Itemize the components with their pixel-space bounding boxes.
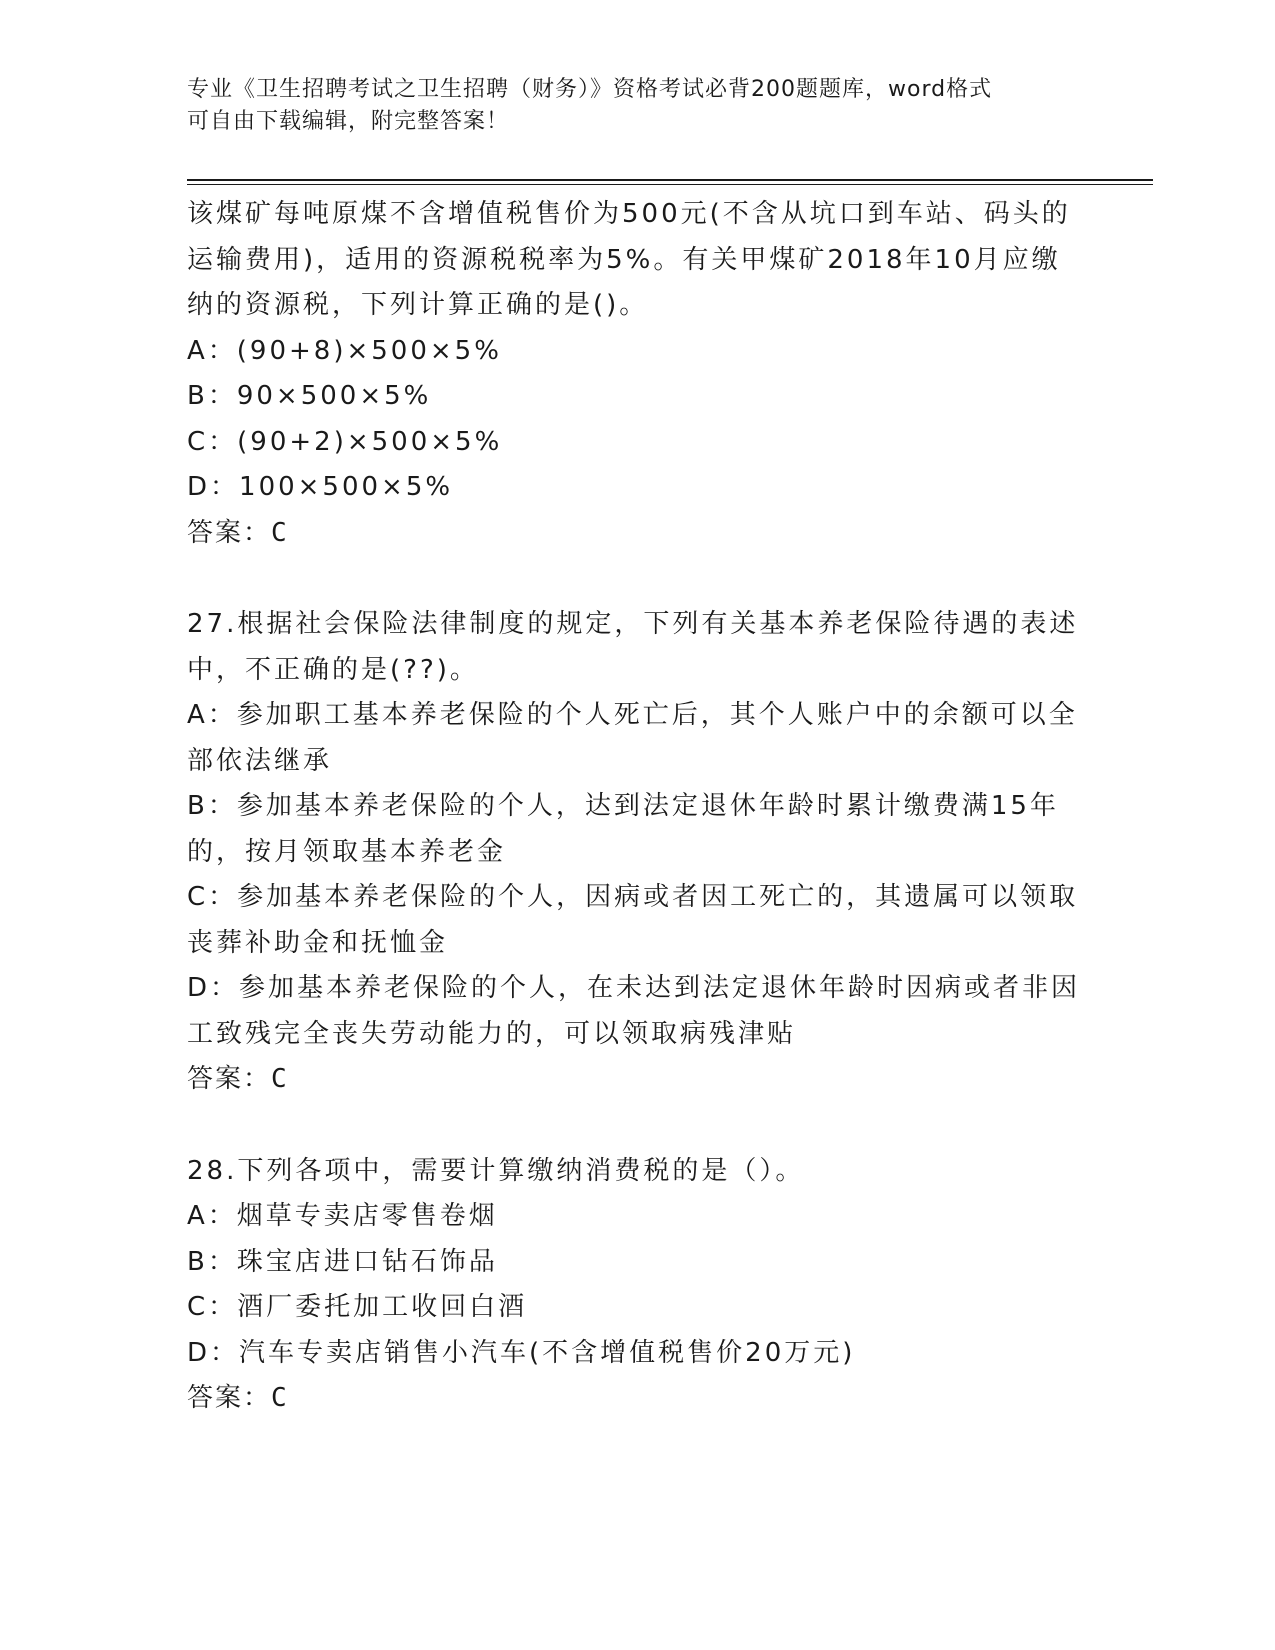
- option-b: B：珠宝店进口钻石饰品: [187, 1246, 498, 1277]
- question-28: [187, 1149, 1087, 1422]
- option-d: D：参加基本养老保险的个人，在未达到法定退休年龄时因病或者非因: [187, 973, 1081, 1003]
- answer-label: 答案：C: [187, 1064, 289, 1094]
- question-stem-line: 中，不正确的是(??)。: [187, 654, 479, 685]
- option-c: C：酒厂委托加工收回白酒: [187, 1292, 528, 1322]
- answer-label: 答案：C: [187, 1383, 289, 1413]
- document-header: [187, 74, 1087, 138]
- option-a: A：烟草专卖店零售卷烟: [187, 1201, 498, 1231]
- option-b: B：90×500×5%: [187, 381, 432, 411]
- question-27: [187, 602, 1087, 1103]
- question-spacer: [187, 1103, 1087, 1149]
- header-line-2: 可自由下载编辑，附完整答案！: [187, 109, 510, 134]
- option-d: D：100×500×5%: [187, 472, 454, 502]
- question-spacer: [187, 556, 1087, 602]
- header-divider-thick: [187, 179, 1153, 181]
- option-c-continued: 丧葬补助金和抚恤金: [187, 927, 449, 958]
- header-divider-thin: [187, 184, 1153, 185]
- question-stem-line: 27.根据社会保险法律制度的规定，下列有关基本养老保险待遇的表述: [187, 609, 1079, 639]
- option-c: C：参加基本养老保险的个人，因病或者因工死亡的，其遗属可以领取: [187, 882, 1079, 912]
- question-stem-line: 该煤矿每吨原煤不含增值税售价为500元(不含从坑口到车站、码头的: [187, 199, 1071, 229]
- option-a: A：参加职工基本养老保险的个人死亡后，其个人账户中的余额可以全: [187, 700, 1078, 730]
- question-stem-line: 纳的资源税，下列计算正确的是()。: [187, 290, 649, 320]
- option-d: D：汽车专卖店销售小汽车(不含增值税售价20万元): [187, 1337, 856, 1368]
- question-stem-line: 28.下列各项中，需要计算缴纳消费税的是（）。: [187, 1155, 805, 1186]
- question-stem-line: 运输费用)，适用的资源税税率为5%。有关甲煤矿2018年10月应缴: [187, 244, 1061, 275]
- answer-label: 答案：C: [187, 517, 289, 548]
- question-list: [187, 192, 1087, 1422]
- option-a-continued: 部依法继承: [187, 745, 333, 776]
- option-c: C：(90+2)×500×5%: [187, 426, 503, 457]
- header-line-1: 专业《卫生招聘考试之卫生招聘（财务）》资格考试必背200题题库，word格式: [187, 77, 993, 102]
- option-d-continued: 工致残完全丧失劳动能力的，可以领取病残津贴: [187, 1018, 797, 1049]
- option-a: A：(90+8)×500×5%: [187, 335, 502, 366]
- option-b: B：参加基本养老保险的个人，达到法定退休年龄时累计缴费满15年: [187, 791, 1059, 821]
- question-26: [187, 192, 1087, 556]
- option-b-continued: 的，按月领取基本养老金: [187, 836, 507, 867]
